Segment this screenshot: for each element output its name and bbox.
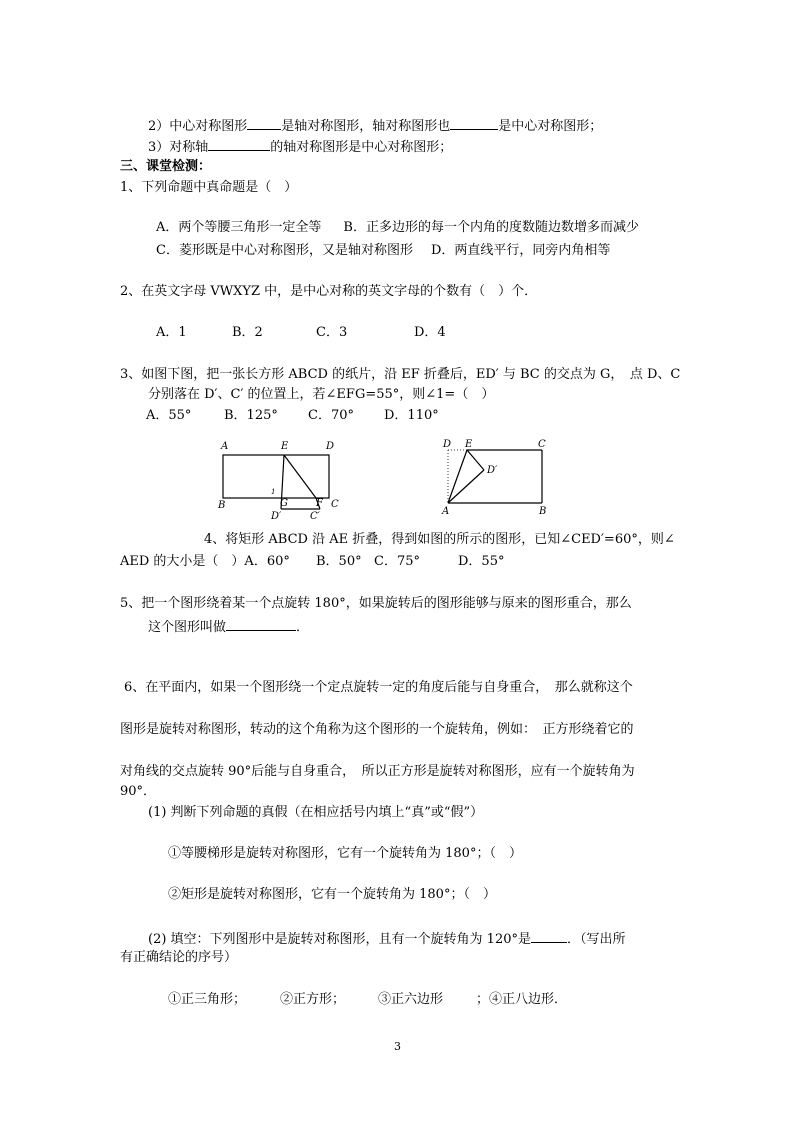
text: 这个图形叫做 (148, 620, 227, 635)
option-b: B．125° (224, 408, 278, 423)
question-2-options (156, 325, 446, 341)
label-d: D (443, 439, 452, 450)
option-c: C．3 (316, 325, 348, 340)
label-angle-1: 1 (271, 488, 276, 496)
text: ．（写出所 (567, 932, 626, 947)
option-b: B．正多边形的每一个内角的度数随边数增多而减少 (343, 220, 639, 235)
question-6-sub-2 (148, 930, 626, 948)
prev-line-3 (148, 138, 452, 156)
question-6-sub-2-cont: 有正确结论的序号） (120, 950, 238, 965)
text: (2) 填空：下列图形中是旋转对称图形，且有一个旋转角为 120°是 (148, 932, 531, 947)
label-g: G (280, 498, 288, 509)
question-6-item-2: ②矩形是旋转对称图形，它有一个旋转角为 180°；（ ） (168, 887, 496, 902)
figure-fold-rectangle-2 (438, 436, 554, 516)
answer-blank[interactable] (450, 117, 498, 130)
option-d: D．55° (458, 554, 505, 569)
label-f: F (316, 498, 323, 509)
answer-blank[interactable] (208, 138, 270, 151)
text: 2）中心对称图形 (148, 119, 248, 134)
text: ． (296, 620, 310, 635)
option-a: A．1 (156, 325, 187, 340)
question-6-sub-1: (1) 判断下列命题的真假（在相应括号内填上“真”或“假”） (148, 805, 484, 820)
question-2-stem: 2、在英文字母 VWXYZ 中，是中心对称的英文字母的个数有（ ）个． (120, 284, 538, 299)
option-c: C．75° (374, 554, 420, 569)
label-d: D (326, 441, 335, 452)
option-d: D．4 (414, 325, 446, 340)
question-6-item-1: ①等腰梯形是旋转对称图形，它有一个旋转角为 180°；（ ） (168, 846, 522, 861)
question-1-options-row2 (156, 243, 610, 259)
option-c: C．70° (308, 408, 354, 423)
question-4-stem-1: 4、将矩形 ABCD 沿 AE 折叠，得到如图的所示的图形，已知∠CED′=60°，则∠ (204, 532, 675, 547)
option-1: ①正三角形； (168, 992, 247, 1007)
answer-blank[interactable] (531, 930, 567, 943)
question-3-options (146, 408, 439, 424)
question-6-para-2: 图形是旋转对称图形，转动的这个角称为这个图形的一个旋转角，例如： 正方形绕着它的 (120, 722, 634, 737)
question-3-stem-1: 3、如图下图，把一张长方形 ABCD 的纸片，沿 EF 折叠后，ED′ 与 BC 的交点为 G， 点 D、C (120, 367, 681, 382)
label-b: B (218, 500, 226, 511)
question-3-stem-2: 分别落在 D′、C′ 的位置上，若∠EFG=55°，则∠1=（ ） (148, 387, 495, 402)
option-b: B．2 (232, 325, 263, 340)
question-4-stem-2 (120, 554, 504, 570)
option-a: A．55° (146, 408, 192, 423)
question-5-stem-1: 5、把一个图形绕着某一个点旋转 180°，如果旋转后的图形能够与原来的图形重合，那么 (120, 596, 632, 611)
label-e: E (281, 441, 289, 452)
option-3: ③正六边形 (378, 992, 444, 1007)
text: AED 的大小是（ ）A．60° (120, 554, 290, 569)
label-b: B (539, 506, 547, 516)
option-2: ②正方形； (280, 992, 346, 1007)
question-1-options-row1 (156, 220, 639, 236)
answer-blank[interactable] (226, 618, 296, 631)
text: 的轴对称图形是中心对称图形； (270, 140, 453, 155)
text: 是轴对称图形，轴对称图形也 (281, 119, 451, 134)
option-d: D．110° (384, 408, 439, 423)
line-ef (284, 455, 316, 498)
label-a: A (221, 441, 229, 452)
option-d: D．两直线平行，同旁内角相等 (430, 243, 611, 258)
question-6-para-1: 6、在平面内，如果一个图形绕一个定点旋转一定的角度后能与自身重合， 那么就称这个 (124, 680, 633, 695)
question-6-options (168, 992, 567, 1008)
section-title: 三、课堂检测： (120, 159, 212, 174)
page-number: 3 (394, 1040, 401, 1053)
text: 3）对称轴 (148, 140, 209, 155)
line-ed-prime (467, 450, 484, 470)
text: 是中心对称图形； (498, 119, 603, 134)
question-6-para-4: 90°． (120, 784, 157, 799)
label-c: C (331, 499, 339, 510)
question-6-para-3: 对角线的交点旋转 90°后能与自身重合， 所以正方形是旋转对称图形，应有一个旋转角为 (120, 764, 635, 779)
option-a: A．两个等腰三角形一定全等 (156, 220, 322, 235)
option-4: ；④正八边形． (476, 992, 568, 1007)
prev-line-2 (148, 117, 602, 135)
label-c-prime: C′ (310, 511, 320, 522)
option-c: C．菱形既是中心对称图形，又是轴对称图形 (156, 243, 413, 258)
label-d-prime: D′ (487, 465, 498, 476)
label-c: C (538, 439, 546, 450)
question-1-stem: 1、下列命题中真命题是（ ） (120, 180, 298, 195)
answer-blank[interactable] (247, 117, 281, 130)
figure-fold-rectangle-1 (212, 436, 348, 522)
question-5-stem-2 (148, 618, 309, 636)
rectangle-abcd (223, 455, 329, 498)
option-b: B．50° (316, 554, 362, 569)
label-a: A (442, 506, 450, 516)
label-d-prime: D′ (271, 511, 282, 522)
label-e: E (465, 439, 473, 450)
